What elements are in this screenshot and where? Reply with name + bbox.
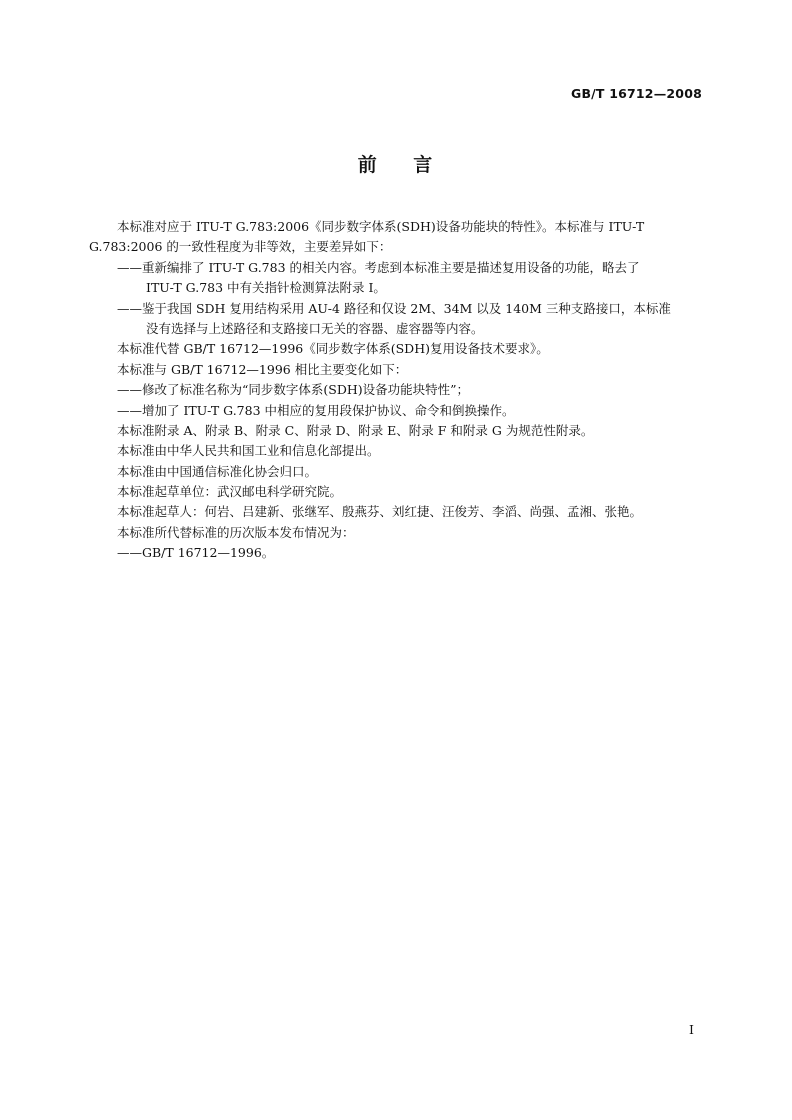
page-number: I: [689, 1022, 694, 1037]
foreword-line: 没有选择与上述路径和支路接口无关的容器、虚容器等内容。: [146, 320, 484, 336]
foreword-line: G.783:2006 的一致性程度为非等效，主要差异如下：: [89, 239, 392, 255]
foreword-line: 本标准由中华人民共和国工业和信息化部提出。: [117, 443, 380, 459]
foreword-line: 本标准所代替标准的历次版本发布情况为：: [117, 524, 355, 540]
foreword-line: 本标准代替 GB/T 16712—1996《同步数字体系(SDH)复用设备技术要求》。: [117, 341, 549, 357]
foreword-line: ITU-T G.783 中有关指针检测算法附录 I。: [146, 280, 386, 296]
foreword-line: 本标准与 GB/T 16712—1996 相比主要变化如下：: [117, 361, 408, 377]
foreword-line: 本标准附录 A、附录 B、附录 C、附录 D、附录 E、附录 F 和附录 G 为规范性附录。: [117, 422, 594, 438]
foreword-line: 本标准由中国通信标准化协会归口。: [117, 463, 318, 479]
foreword-line: ——修改了标准名称为“同步数字体系(SDH)设备功能块特性”；: [117, 382, 470, 398]
foreword-line: ——增加了 ITU-T G.783 中相应的复用段保护协议、命令和倒换操作。: [117, 402, 515, 418]
foreword-line: 本标准起草单位：武汉邮电科学研究院。: [117, 484, 343, 500]
foreword-line: 本标准对应于 ITU-T G.783:2006《同步数字体系(SDH)设备功能块的特性》。本标准与 ITU-T: [117, 219, 645, 234]
foreword-line: 本标准起草人：何岩、吕建新、张继军、殷燕芬、刘红捷、汪俊芳、李滔、尚强、孟湘、张艳。: [117, 504, 643, 520]
foreword-line: ——GB/T 16712—1996。: [117, 545, 275, 561]
foreword-line: ——鉴于我国 SDH 复用结构采用 AU-4 路径和仅设 2M、34M 以及 140M 三种支路接口，本标准: [117, 300, 671, 316]
page-title: 前 言: [357, 154, 435, 176]
foreword-line: ——重新编排了 ITU-T G.783 的相关内容。考虑到本标准主要是描述复用设备的功能，略去了: [117, 259, 640, 275]
standard-code: GB/T 16712—2008: [570, 86, 702, 101]
foreword-body: [0, 217, 792, 564]
